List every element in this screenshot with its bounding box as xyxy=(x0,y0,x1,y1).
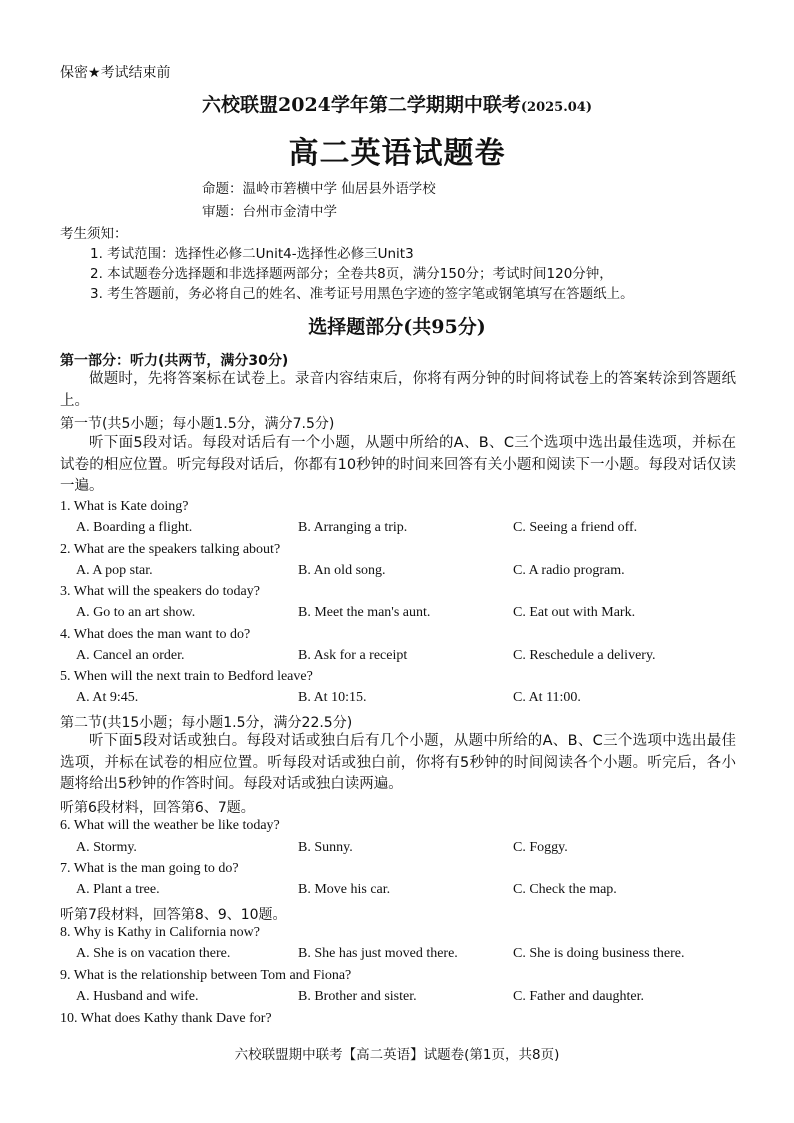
exam-title-text: 六校联盟2024学年第二学期期中联考 xyxy=(202,94,521,116)
question-stem: 7. What is the man going to do? xyxy=(60,861,239,876)
option-a: A. Plant a tree. xyxy=(76,882,160,897)
question-stem: 2. What are the speakers talking about? xyxy=(60,542,281,557)
section2-instruction: 听下面5段对话或独白。每段对话或独白后有几个小题，从题中所给的A、B、C三个选项中选出最佳选项，并标在试卷的相应位置。听每段对话或独白前，你将有5秒钟的时间阅读各个小题。听完后，各小题将给出5秒钟的作答时间。每段对话或独白读两遍。 xyxy=(60,733,736,792)
notice-heading: 考生须知： xyxy=(60,226,128,242)
exam-date: (2025.04) xyxy=(520,100,592,115)
option-c: C. A radio program. xyxy=(513,563,625,578)
confidential-label: 保密★考试结束前 xyxy=(60,65,171,81)
notice-item: 3. 考生答题前，务必将自己的姓名、准考证号用黑色字迹的签字笔或钢笔填写在答题纸上。 xyxy=(90,286,634,302)
option-c: C. Foggy. xyxy=(513,840,568,855)
author-line: 命题：温岭市箬横中学 仙居县外语学校 xyxy=(202,181,436,197)
option-c: C. Reschedule a delivery. xyxy=(513,648,656,663)
star-icon: ★ xyxy=(88,65,101,81)
option-b: B. At 10:15. xyxy=(298,690,367,705)
option-a: A. Husband and wife. xyxy=(76,989,199,1004)
question-stem: 4. What does the man want to do? xyxy=(60,627,251,642)
part1-heading: 第一部分：听力(共两节，满分30分) xyxy=(60,353,289,369)
option-b: B. Arranging a trip. xyxy=(298,520,408,535)
question-stem: 9. What is the relationship between Tom and Fiona? xyxy=(60,968,352,983)
option-b: B. An old song. xyxy=(298,563,386,578)
question-stem: 10. What does Kathy thank Dave for? xyxy=(60,1011,272,1026)
option-c: C. Seeing a friend off. xyxy=(513,520,638,535)
option-a: A. At 9:45. xyxy=(76,690,139,705)
question-stem: 6. What will the weather be like today? xyxy=(60,818,280,833)
notice-item: 2. 本试题卷分选择题和非选择题两部分；全卷共8页，满分150分；考试时间120分钟， xyxy=(90,266,613,282)
option-b: B. Brother and sister. xyxy=(298,989,417,1004)
option-c: C. At 11:00. xyxy=(513,690,581,705)
option-b: B. Move his car. xyxy=(298,882,391,897)
material-note: 听第7段材料，回答第8、9、10题。 xyxy=(60,907,287,923)
option-a: A. A pop star. xyxy=(76,563,153,578)
question-stem: 1. What is Kate doing? xyxy=(60,499,189,514)
option-a: A. Boarding a flight. xyxy=(76,520,193,535)
option-a: A. Cancel an order. xyxy=(76,648,185,663)
section1-heading: 第一节(共5小题；每小题1.5分，满分7.5分) xyxy=(60,416,335,432)
option-b: B. Ask for a receipt xyxy=(298,648,408,663)
option-a: A. She is on vacation there. xyxy=(76,946,231,961)
paper-title: 高二英语试题卷 xyxy=(288,136,506,171)
section-title: 选择题部分(共95分) xyxy=(308,316,486,338)
exam-title xyxy=(0,90,794,117)
reviewer-line: 审题：台州市金清中学 xyxy=(202,204,337,220)
question-stem: 8. Why is Kathy in California now? xyxy=(60,925,260,940)
option-a: A. Go to an art show. xyxy=(76,605,196,620)
question-stem: 3. What will the speakers do today? xyxy=(60,584,260,599)
part1-instruction: 做题时，先将答案标在试卷上。录音内容结束后，你将有两分钟的时间将试卷上的答案转涂到答题纸上。 xyxy=(60,371,736,409)
option-b: B. Sunny. xyxy=(298,840,353,855)
option-c: C. Check the map. xyxy=(513,882,617,897)
material-note: 听第6段材料，回答第6、7题。 xyxy=(60,800,255,816)
section2-heading: 第二节(共15小题；每小题1.5分，满分22.5分) xyxy=(60,715,353,731)
option-a: A. Stormy. xyxy=(76,840,137,855)
option-c: C. She is doing business there. xyxy=(513,946,685,961)
page-footer: 六校联盟期中联考【高二英语】试题卷(第1页，共8页) xyxy=(234,1047,560,1063)
notice-item: 1. 考试范围：选择性必修二Unit4-选择性必修三Unit3 xyxy=(90,246,414,262)
option-b: B. She has just moved there. xyxy=(298,946,458,961)
option-c: C. Eat out with Mark. xyxy=(513,605,636,620)
option-b: B. Meet the man's aunt. xyxy=(298,605,431,620)
question-stem: 5. When will the next train to Bedford leave? xyxy=(60,669,313,684)
option-c: C. Father and daughter. xyxy=(513,989,645,1004)
section1-instruction: 听下面5段对话。每段对话后有一个小题，从题中所给的A、B、C三个选项中选出最佳选项，并标在试卷的相应位置。听完每段对话后，你都有10秒钟的时间来回答有关小题和阅读下一小题。每段对话仅读一遍。 xyxy=(60,435,736,494)
